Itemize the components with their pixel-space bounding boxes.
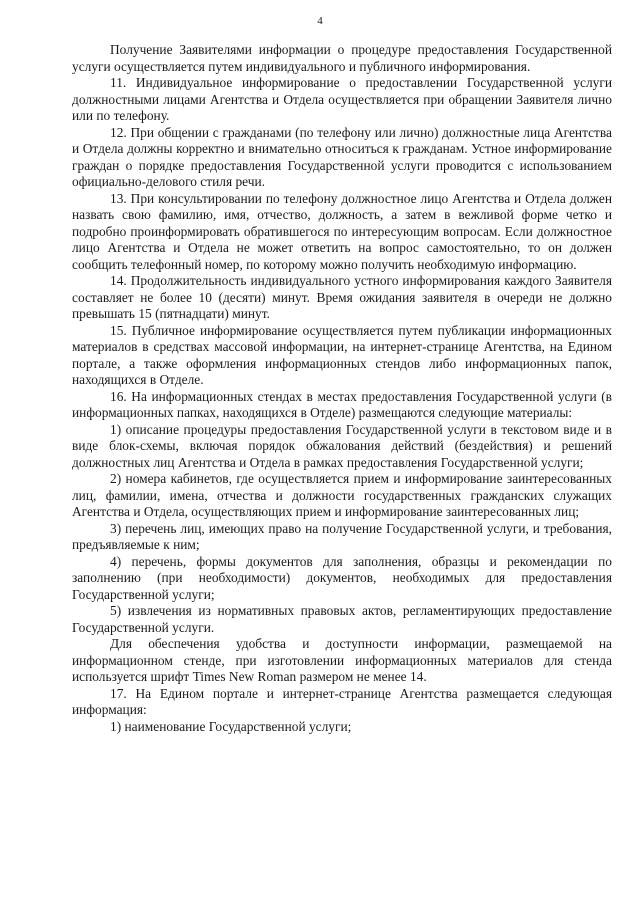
list-item-16-2: 2) номера кабинетов, где осуществляется прием и информирование заинтересованных лиц, фамилии, имена, отчества и должности государственных гражданских служащих Агентства и Отдела, осуществляющих прием и информирование заинтересованных лиц; <box>72 471 612 519</box>
paragraph-15: 15. Публичное информирование осуществляется путем публикации информационных материалов в средствах массовой информации, на интернет-странице Агентства, на Едином портале, а также оформления информационных стендов либо информационных папок, находящихся в Отделе. <box>72 322 612 387</box>
list-item-16-4: 4) перечень, формы документов для заполнения, образцы и рекомендации по заполнению (при необходимости) документов, необходимых для предоставления Государственной услуги; <box>72 553 612 602</box>
paragraph-14: 14. Продолжительность индивидуального устного информирования каждого Заявителя составляет не более 10 (десяти) минут. Время ожидания заявителя в очереди не должно превышать 15 (пятнадцати) минут. <box>72 273 612 321</box>
paragraph-11: 11. Индивидуальное информирование о предоставлении Государственной услуги должностными лицами Агентства и Отдела осуществляется при обращении Заявителя лично или по телефону. <box>72 75 612 123</box>
paragraph-12: 12. При общении с гражданами (по телефону или лично) должностные лица Агентства и Отдела должны корректно и внимательно относиться к гражданам. Устное информирование граждан о порядке предоставления Государственной услуги проводится с использованием официально-делового стиля речи. <box>72 124 612 189</box>
paragraph-16: 16. На информационных стендах в местах предоставления Государственной услуги (в информационных папках, находящихся в Отделе) размещаются следующие материалы: <box>72 388 612 420</box>
page-number: 4 <box>317 15 323 27</box>
paragraph-intro: Получение Заявителями информации о процедуре предоставления Государственной услуги осуществляется путем индивидуального и публичного информирования. <box>72 42 612 74</box>
list-item-17-1: 1) наименование Государственной услуги; <box>110 718 352 734</box>
paragraph-13: 13. При консультировании по телефону должностное лицо Агентства и Отдела должен назвать свою фамилию, имя, отчество, должность, а затем в вежливой форме четко и подробно проинформировать обратившегося по интересующим вопросам. Если должностное лицо Агентства и Отдела не может ответить на вопрос самостоятельно, то он должен сообщить телефонный номер, по которому можно получить необходимую информацию. <box>72 190 612 272</box>
paragraph-17: 17. На Едином портале и интернет-странице Агентства размещается следующая информация: <box>72 685 612 717</box>
list-item-16-5: 5) извлечения из нормативных правовых актов, регламентирующих предоставление Государственной услуги. <box>72 603 612 635</box>
list-item-16-1: 1) описание процедуры предоставления Государственной услуги в текстовом виде и в виде блок-схемы, включая порядок обжалования действий (бездействия) и решений должностных лиц Агентства и Отдела в рамках предоставления Государственной услуги; <box>72 421 612 470</box>
paragraph-font-requirement: Для обеспечения удобства и доступности информации, размещаемой на информационном стенде, при изготовлении информационных материалов для стенда используется шрифт Times New Roman размером не менее 14. <box>72 636 612 684</box>
document-body <box>72 42 612 735</box>
list-item-16-3: 3) перечень лиц, имеющих право на получение Государственной услуги, и требования, предъявляемые к ним; <box>72 520 612 552</box>
